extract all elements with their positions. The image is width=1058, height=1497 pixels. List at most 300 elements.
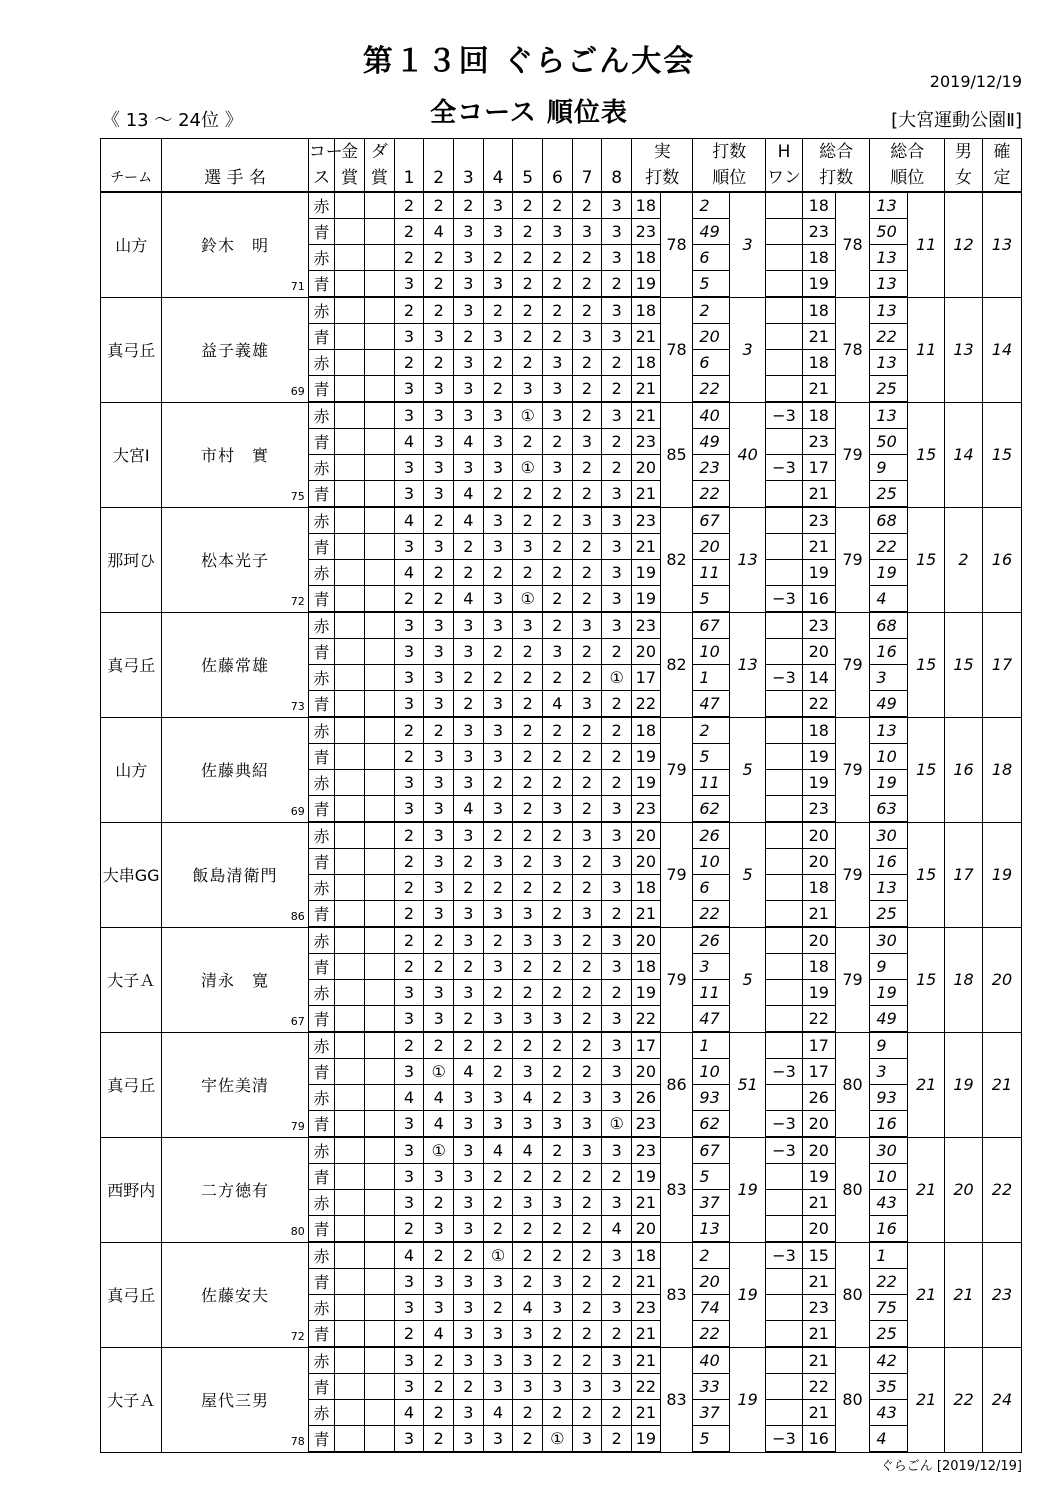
hole-score-cell: 3 <box>513 901 543 928</box>
hole-score-cell: 4 <box>394 1085 424 1111</box>
hole-score-cell: 2 <box>483 297 513 324</box>
hole-score-cell: 2 <box>572 1269 602 1295</box>
hole-score-cell: 4 <box>454 586 484 613</box>
hole-in-one-cell <box>766 297 803 324</box>
actual-strokes-cell: 83 <box>660 1137 693 1242</box>
course-cell: 青 <box>308 324 335 350</box>
round-total-cell: 17 <box>802 1032 835 1059</box>
table-row <box>101 1347 1022 1374</box>
course-cell: 青 <box>308 1374 335 1400</box>
hole-score-cell: 2 <box>572 560 602 586</box>
hole-score-cell: 2 <box>513 796 543 823</box>
da-prize-cell <box>364 245 394 271</box>
hole-score-cell: 3 <box>602 507 632 534</box>
round-total-rank-cell: 16 <box>870 1111 908 1138</box>
round-rank-cell: 93 <box>693 1085 730 1111</box>
round-sum-cell: 21 <box>632 481 661 508</box>
header-strokes-rank: 打数 <box>693 139 766 166</box>
round-total-rank-cell: 19 <box>870 560 908 586</box>
hole-score-cell: 3 <box>454 1085 484 1111</box>
hole-score-cell: 3 <box>543 1190 573 1216</box>
hole-score-cell: 2 <box>424 271 454 298</box>
hole-score-cell: 3 <box>424 901 454 928</box>
hole-score-cell: 3 <box>572 1111 602 1138</box>
hole-score-cell: 3 <box>513 534 543 560</box>
course-cell: 赤 <box>308 927 335 954</box>
round-sum-cell: 21 <box>632 1269 661 1295</box>
hole-score-cell: 3 <box>513 927 543 954</box>
round-sum-cell: 19 <box>632 271 661 298</box>
gold-prize-cell <box>335 927 365 954</box>
round-total-rank-cell: 35 <box>870 1374 908 1400</box>
round-total-cell: 19 <box>802 271 835 298</box>
hole-score-cell: 2 <box>513 744 543 770</box>
hole-score-cell: 3 <box>483 324 513 350</box>
round-total-cell: 18 <box>802 297 835 324</box>
round-rank-cell: 2 <box>693 192 730 219</box>
strokes-rank-cell: 19 <box>730 1347 766 1452</box>
gold-prize-cell <box>335 954 365 980</box>
hole-score-cell: 2 <box>543 324 573 350</box>
round-sum-cell: 21 <box>632 1347 661 1374</box>
hole-score-cell: 2 <box>572 402 602 429</box>
round-total-rank-cell: 4 <box>870 586 908 613</box>
gold-prize-cell <box>335 1111 365 1138</box>
round-rank-cell: 49 <box>693 429 730 455</box>
hole-score-cell: 3 <box>483 1006 513 1033</box>
header-course: コー <box>308 139 335 166</box>
hole-score-cell: 3 <box>424 481 454 508</box>
round-sum-cell: 18 <box>632 875 661 901</box>
round-total-cell: 19 <box>802 744 835 770</box>
hole-in-one-cell <box>766 1374 803 1400</box>
hole-score-cell: 3 <box>394 1164 424 1190</box>
strokes-rank-cell: 3 <box>730 297 766 402</box>
da-prize-cell <box>364 691 394 718</box>
round-total-cell: 21 <box>802 901 835 928</box>
hole-score-cell: 2 <box>543 507 573 534</box>
round-total-rank-cell: 9 <box>870 455 908 481</box>
round-total-rank-cell: 68 <box>870 612 908 639</box>
player-name-cell: 松本光子 72 <box>162 507 308 612</box>
hole-score-cell: 4 <box>454 481 484 508</box>
round-sum-cell: 22 <box>632 1006 661 1033</box>
course-cell: 赤 <box>308 192 335 219</box>
round-total-rank-cell: 25 <box>870 901 908 928</box>
round-sum-cell: 18 <box>632 954 661 980</box>
round-total-rank-cell: 10 <box>870 744 908 770</box>
hole-in-one-cell <box>766 429 803 455</box>
round-sum-cell: 23 <box>632 796 661 823</box>
hole-score-cell: 3 <box>424 429 454 455</box>
gold-prize-cell <box>335 980 365 1006</box>
page-subtitle: 全コース 順位表 <box>430 98 628 128</box>
hole-score-cell: 3 <box>602 927 632 954</box>
round-total-rank-cell: 4 <box>870 1426 908 1453</box>
round-total-rank-cell: 13 <box>870 271 908 298</box>
hole-score-cell: 4 <box>483 1400 513 1426</box>
da-prize-cell <box>364 534 394 560</box>
hole-score-cell: 2 <box>543 770 573 796</box>
da-prize-cell <box>364 1111 394 1138</box>
hole-score-cell: 3 <box>424 822 454 849</box>
hole-score-cell: 3 <box>394 1374 424 1400</box>
hole-score-cell: 3 <box>602 219 632 245</box>
hole-score-cell: 3 <box>454 350 484 376</box>
hole-score-cell: 2 <box>572 717 602 744</box>
table-row <box>101 1242 1022 1269</box>
course-cell: 青 <box>308 639 335 665</box>
hole-score-cell: 3 <box>394 796 424 823</box>
round-sum-cell: 20 <box>632 927 661 954</box>
hole-score-cell: 3 <box>454 1216 484 1243</box>
hole-score-cell: 3 <box>394 376 424 403</box>
hole-score-cell: 4 <box>543 691 573 718</box>
hole-score-cell: 2 <box>394 245 424 271</box>
da-prize-cell <box>364 481 394 508</box>
final-rank-cell: 13 <box>982 192 1021 297</box>
hole-score-cell: 3 <box>483 849 513 875</box>
hole-score-cell: 2 <box>513 507 543 534</box>
course-cell: 青 <box>308 691 335 718</box>
course-cell: 赤 <box>308 822 335 849</box>
round-rank-cell: 37 <box>693 1400 730 1426</box>
round-total-cell: 20 <box>802 1111 835 1138</box>
gold-prize-cell <box>335 1085 365 1111</box>
round-sum-cell: 23 <box>632 612 661 639</box>
da-prize-cell <box>364 1137 394 1164</box>
hole-score-cell: 2 <box>572 455 602 481</box>
round-total-rank-cell: 25 <box>870 1321 908 1348</box>
total-strokes-cell: 78 <box>835 192 870 297</box>
hole-score-cell: 3 <box>572 691 602 718</box>
hole-score-cell: 2 <box>483 350 513 376</box>
final-rank-cell: 23 <box>982 1242 1021 1347</box>
handicap-label: 69 <box>290 804 305 818</box>
handicap-label: 75 <box>290 489 305 503</box>
strokes-rank-cell: 51 <box>730 1032 766 1137</box>
gold-prize-cell <box>335 639 365 665</box>
hole-score-cell: 3 <box>602 1190 632 1216</box>
hole-in-one-cell <box>766 954 803 980</box>
final-rank-cell: 14 <box>982 297 1021 402</box>
hole-score-cell: 3 <box>454 1164 484 1190</box>
hole-score-cell: 3 <box>513 1347 543 1374</box>
da-prize-cell <box>364 1190 394 1216</box>
total-rank-cell: 15 <box>908 822 945 927</box>
header-total-rank: 総合 <box>870 139 945 166</box>
hole-score-cell: 2 <box>543 980 573 1006</box>
hole-score-cell: 2 <box>454 534 484 560</box>
hole-score-cell: 2 <box>483 770 513 796</box>
hole-score-cell: 2 <box>454 875 484 901</box>
hole-score-cell: 3 <box>572 1426 602 1453</box>
hole-score-cell: 3 <box>543 1374 573 1400</box>
da-prize-cell <box>364 796 394 823</box>
round-sum-cell: 18 <box>632 717 661 744</box>
hole-score-cell: 2 <box>454 665 484 691</box>
round-sum-cell: 23 <box>632 1295 661 1321</box>
hole-in-one-cell <box>766 350 803 376</box>
team-cell: 真弓丘 <box>101 612 162 717</box>
hole-score-cell: 3 <box>454 770 484 796</box>
da-prize-cell <box>364 612 394 639</box>
round-total-rank-cell: 93 <box>870 1085 908 1111</box>
hole-score-cell: 2 <box>483 875 513 901</box>
header-da: ダ <box>364 139 394 166</box>
hole-score-cell: 3 <box>602 481 632 508</box>
round-total-rank-cell: 68 <box>870 507 908 534</box>
gender-rank-cell: 21 <box>945 1242 983 1347</box>
da-prize-cell <box>364 1006 394 1033</box>
round-total-cell: 18 <box>802 192 835 219</box>
round-rank-cell: 20 <box>693 534 730 560</box>
da-prize-cell <box>364 1164 394 1190</box>
round-sum-cell: 21 <box>632 324 661 350</box>
gold-prize-cell <box>335 1137 365 1164</box>
da-prize-cell <box>364 455 394 481</box>
hole-score-cell: 3 <box>454 271 484 298</box>
da-prize-cell <box>364 324 394 350</box>
table-row <box>101 822 1022 849</box>
hole-score-cell: 3 <box>483 1426 513 1453</box>
gold-prize-cell <box>335 1426 365 1453</box>
round-total-cell: 21 <box>802 1321 835 1348</box>
course-cell: 赤 <box>308 1242 335 1269</box>
hole-score-cell: 2 <box>513 691 543 718</box>
round-total-rank-cell: 13 <box>870 192 908 219</box>
da-prize-cell <box>364 507 394 534</box>
gender-rank-cell: 18 <box>945 927 983 1032</box>
player-name-cell: 佐藤典紹 69 <box>162 717 308 822</box>
hole-score-cell: 2 <box>454 691 484 718</box>
round-rank-cell: 23 <box>693 455 730 481</box>
hole-score-cell: 2 <box>483 1190 513 1216</box>
hole-score-cell: 2 <box>454 192 484 219</box>
hole-score-cell: 3 <box>572 219 602 245</box>
hole-score-cell: 2 <box>543 1032 573 1059</box>
da-prize-cell <box>364 1400 394 1426</box>
round-sum-cell: 20 <box>632 455 661 481</box>
hole-score-cell: 3 <box>424 875 454 901</box>
hole-score-cell: ① <box>424 1059 454 1085</box>
round-rank-cell: 6 <box>693 245 730 271</box>
course-cell: 赤 <box>308 1085 335 1111</box>
round-sum-cell: 18 <box>632 245 661 271</box>
hole-score-cell: 3 <box>483 744 513 770</box>
round-sum-cell: 19 <box>632 744 661 770</box>
date-label: 2019/12/19 <box>929 72 1022 91</box>
hole-score-cell: 2 <box>483 822 513 849</box>
hole-score-cell: 3 <box>394 455 424 481</box>
hole-score-cell: 2 <box>543 271 573 298</box>
round-total-rank-cell: 1 <box>870 1242 908 1269</box>
gold-prize-cell <box>335 1295 365 1321</box>
hole-score-cell: 3 <box>572 429 602 455</box>
hole-score-cell: 2 <box>602 1321 632 1348</box>
hole-score-cell: 2 <box>424 1347 454 1374</box>
hole-score-cell: ① <box>602 1111 632 1138</box>
hole-score-cell: 3 <box>543 1295 573 1321</box>
round-total-cell: 23 <box>802 796 835 823</box>
course-cell: 青 <box>308 744 335 770</box>
round-total-rank-cell: 42 <box>870 1347 908 1374</box>
team-cell: 大宮Ⅰ <box>101 402 162 507</box>
final-rank-cell: 24 <box>982 1347 1021 1452</box>
hole-in-one-cell: −3 <box>766 586 803 613</box>
gold-prize-cell <box>335 901 365 928</box>
round-sum-cell: 23 <box>632 429 661 455</box>
hole-score-cell: 3 <box>454 1347 484 1374</box>
hole-in-one-cell <box>766 1269 803 1295</box>
hole-score-cell: 2 <box>424 1400 454 1426</box>
gold-prize-cell <box>335 271 365 298</box>
round-total-rank-cell: 49 <box>870 691 908 718</box>
gold-prize-cell <box>335 717 365 744</box>
hole-score-cell: 2 <box>572 770 602 796</box>
hole-score-cell: 3 <box>572 507 602 534</box>
hole-in-one-cell <box>766 560 803 586</box>
round-rank-cell: 10 <box>693 849 730 875</box>
hole-score-cell: 3 <box>394 980 424 1006</box>
round-total-cell: 16 <box>802 1426 835 1453</box>
hole-score-cell: 2 <box>513 1426 543 1453</box>
round-rank-cell: 20 <box>693 324 730 350</box>
hole-score-cell: 3 <box>602 875 632 901</box>
hole-score-cell: 2 <box>513 954 543 980</box>
gold-prize-cell <box>335 796 365 823</box>
total-strokes-cell: 79 <box>835 402 870 507</box>
final-rank-cell: 17 <box>982 612 1021 717</box>
course-cell: 赤 <box>308 1295 335 1321</box>
hole-score-cell: 4 <box>454 507 484 534</box>
hole-score-cell: 2 <box>513 1269 543 1295</box>
hole-score-cell: 2 <box>543 1164 573 1190</box>
player-name-cell: 二方徳有 80 <box>162 1137 308 1242</box>
hole-score-cell: 3 <box>483 1269 513 1295</box>
hole-score-cell: 2 <box>602 717 632 744</box>
team-cell: 真弓丘 <box>101 1242 162 1347</box>
da-prize-cell <box>364 350 394 376</box>
gold-prize-cell <box>335 1321 365 1348</box>
round-total-cell: 18 <box>802 402 835 429</box>
round-total-rank-cell: 13 <box>870 245 908 271</box>
hole-score-cell: 2 <box>513 560 543 586</box>
hole-in-one-cell <box>766 1295 803 1321</box>
hole-score-cell: 3 <box>424 1164 454 1190</box>
hole-score-cell: 3 <box>483 219 513 245</box>
round-total-cell: 19 <box>802 770 835 796</box>
hole-in-one-cell <box>766 901 803 928</box>
round-sum-cell: 19 <box>632 586 661 613</box>
handicap-label: 72 <box>290 594 305 608</box>
hole-score-cell: 2 <box>572 1295 602 1321</box>
hole-score-cell: 3 <box>602 1085 632 1111</box>
hole-score-cell: 2 <box>513 192 543 219</box>
hole-score-cell: 2 <box>394 297 424 324</box>
hole-score-cell: 2 <box>543 717 573 744</box>
hole-score-cell: 3 <box>602 245 632 271</box>
actual-strokes-cell: 82 <box>660 612 693 717</box>
hole-score-cell: 2 <box>424 297 454 324</box>
da-prize-cell <box>364 980 394 1006</box>
course-cell: 青 <box>308 429 335 455</box>
total-rank-cell: 15 <box>908 507 945 612</box>
hole-score-cell: 2 <box>483 927 513 954</box>
hole-score-cell: 3 <box>454 1426 484 1453</box>
hole-score-cell: 2 <box>543 586 573 613</box>
hole-score-cell: 2 <box>483 245 513 271</box>
round-rank-cell: 5 <box>693 586 730 613</box>
round-sum-cell: 20 <box>632 822 661 849</box>
hole-score-cell: 2 <box>572 350 602 376</box>
round-sum-cell: 21 <box>632 901 661 928</box>
hole-score-cell: 2 <box>483 1059 513 1085</box>
hole-score-cell: 3 <box>483 954 513 980</box>
da-prize-cell <box>364 560 394 586</box>
hole-score-cell: 3 <box>483 1085 513 1111</box>
course-cell: 青 <box>308 534 335 560</box>
hole-score-cell: 2 <box>543 1400 573 1426</box>
hole-in-one-cell: −3 <box>766 665 803 691</box>
round-rank-cell: 26 <box>693 822 730 849</box>
round-rank-cell: 26 <box>693 927 730 954</box>
gold-prize-cell <box>335 875 365 901</box>
hole-score-cell: 3 <box>454 980 484 1006</box>
gold-prize-cell <box>335 1269 365 1295</box>
hole-score-cell: 4 <box>454 796 484 823</box>
hole-score-cell: 2 <box>394 849 424 875</box>
round-total-cell: 22 <box>802 1006 835 1033</box>
hole-score-cell: 2 <box>513 1216 543 1243</box>
hole-score-cell: ① <box>513 586 543 613</box>
strokes-rank-cell: 5 <box>730 717 766 822</box>
gender-rank-cell: 15 <box>945 612 983 717</box>
round-total-cell: 18 <box>802 245 835 271</box>
course-cell: 赤 <box>308 1137 335 1164</box>
round-total-cell: 21 <box>802 481 835 508</box>
round-sum-cell: 20 <box>632 849 661 875</box>
hole-score-cell: 3 <box>424 1295 454 1321</box>
hole-score-cell: 4 <box>424 1321 454 1348</box>
round-sum-cell: 18 <box>632 297 661 324</box>
round-total-rank-cell: 30 <box>870 1137 908 1164</box>
hole-in-one-cell <box>766 1085 803 1111</box>
da-prize-cell <box>364 849 394 875</box>
round-total-rank-cell: 19 <box>870 770 908 796</box>
total-rank-cell: 11 <box>908 297 945 402</box>
hole-score-cell: 2 <box>394 350 424 376</box>
hole-in-one-cell <box>766 192 803 219</box>
player-name-cell: 市村 實 75 <box>162 402 308 507</box>
hole-score-cell: 2 <box>424 560 454 586</box>
hole-score-cell: 3 <box>602 822 632 849</box>
hole-score-cell: 2 <box>572 980 602 1006</box>
gold-prize-cell <box>335 1006 365 1033</box>
total-strokes-cell: 80 <box>835 1137 870 1242</box>
round-total-cell: 23 <box>802 507 835 534</box>
hole-in-one-cell <box>766 507 803 534</box>
round-sum-cell: 22 <box>632 1374 661 1400</box>
da-prize-cell <box>364 1059 394 1085</box>
hole-score-cell: 3 <box>454 245 484 271</box>
hole-score-cell: 2 <box>572 534 602 560</box>
gold-prize-cell <box>335 1374 365 1400</box>
da-prize-cell <box>364 1295 394 1321</box>
hole-score-cell: 4 <box>513 1085 543 1111</box>
round-total-rank-cell: 75 <box>870 1295 908 1321</box>
hole-score-cell: 3 <box>483 534 513 560</box>
